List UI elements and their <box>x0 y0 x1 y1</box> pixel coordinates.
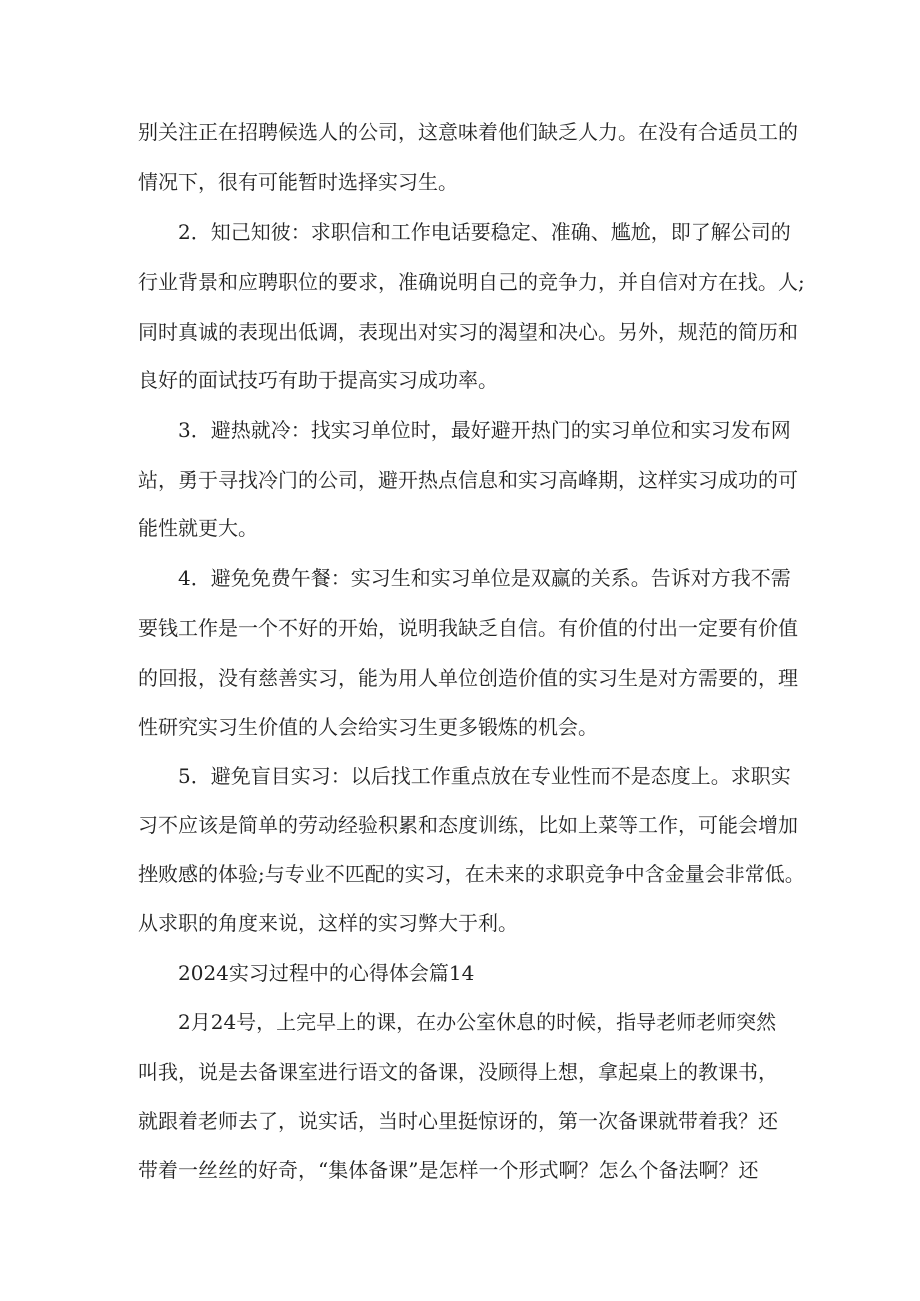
paragraph-4-start: 4．避免免费午餐：实习生和实习单位是双赢的关系。告诉对方我不需 <box>178 566 791 590</box>
text-line: 站，勇于寻找冷门的公司，避开热点信息和实习高峰期，这样实习成功的可 <box>138 468 798 492</box>
text-line: 习不应该是简单的劳动经验积累和态度训练，比如上菜等工作，可能会增加 <box>138 813 798 837</box>
text-line: 别关注正在招聘候选人的公司，这意味着他们缺乏人力。在没有合适员工的 <box>138 120 798 144</box>
text-line: 带着一丝丝的好奇，“集体备课”是怎样一个形式啊？怎么个备法啊？还 <box>138 1158 759 1182</box>
text-line: 性研究实习生价值的人会给实习生更多锻炼的机会。 <box>138 715 598 739</box>
text-line: 从求职的角度来说，这样的实习弊大于利。 <box>138 911 518 935</box>
section-heading: 2024实习过程中的心得体会篇14 <box>178 961 475 985</box>
text-line: 情况下，很有可能暂时选择实习生。 <box>138 170 458 194</box>
text-line: 就跟着老师去了，说实话，当时心里挺惊讶的，第一次备课就带着我？还 <box>138 1109 778 1133</box>
paragraph-5-start: 5．避免盲目实习：以后找工作重点放在专业性而不是态度上。求职实 <box>178 764 791 788</box>
text-line: 挫败感的体验;与专业不匹配的实习，在未来的求职竞争中含金量会非常低。 <box>138 862 805 886</box>
paragraph-3-start: 3．避热就冷：找实习单位时，最好避开热门的实习单位和实习发布网 <box>178 418 791 442</box>
text-line: 的回报，没有慈善实习，能为用人单位创造价值的实习生是对方需要的，理 <box>138 666 798 690</box>
text-line: 同时真诚的表现出低调，表现出对实习的渴望和决心。另外，规范的简历和 <box>138 320 798 344</box>
text-line: 行业背景和应聘职位的要求，准确说明自己的竞争力，并自信对方在找。人; <box>138 270 805 294</box>
text-line: 能性就更大。 <box>138 516 258 540</box>
text-line: 良好的面试技巧有助于提高实习成功率。 <box>138 368 498 392</box>
text-line: 叫我，说是去备课室进行语文的备课，没顾得上想，拿起桌上的教课书， <box>138 1060 778 1084</box>
paragraph-6-start: 2月24号，上完早上的课，在办公室休息的时候，指导老师老师突然 <box>178 1010 777 1034</box>
text-line: 要钱工作是一个不好的开始，说明我缺乏自信。有价值的付出一定要有价值 <box>138 616 798 640</box>
paragraph-2-start: 2．知己知彼：求职信和工作电话要稳定、准确、尴尬，即了解公司的 <box>178 220 791 244</box>
